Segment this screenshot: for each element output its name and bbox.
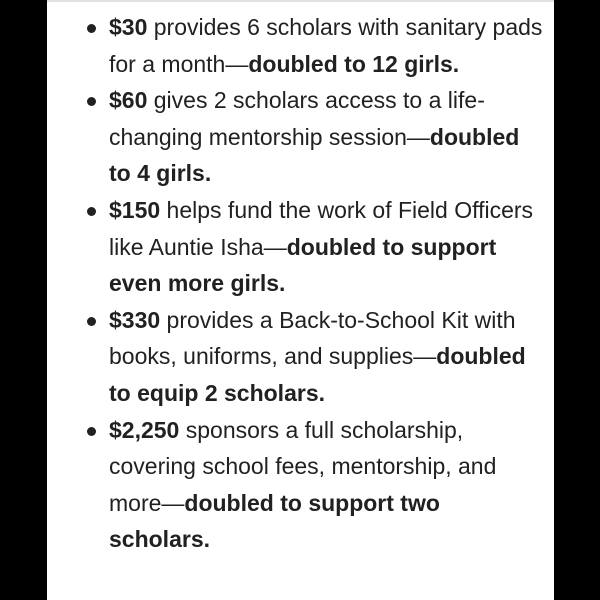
donation-amount: $2,250 — [109, 416, 180, 443]
donation-description: gives 2 scholars access to a life-changing mentorship session— — [109, 87, 485, 150]
donation-amount: $150 — [109, 196, 161, 223]
list-item — [87, 412, 547, 558]
list-item — [87, 82, 547, 192]
list-item — [87, 9, 547, 82]
donation-amount: $330 — [109, 306, 161, 333]
donation-description: sponsors a full scholarship, covering school fees, mentorship, and more— — [109, 416, 497, 516]
donation-description: provides 6 scholars with sanitary pads for a month— — [109, 14, 543, 77]
list-item — [87, 302, 547, 412]
list-item — [87, 192, 547, 302]
donation-description: provides a Back-to-School Kit with books, uniforms, and supplies— — [109, 306, 516, 370]
donation-list — [87, 9, 547, 558]
top-divider — [47, 0, 554, 2]
doubled-impact: doubled to support two scholars. — [109, 489, 440, 553]
donation-amount: $30 — [109, 14, 148, 40]
doubled-impact: doubled to support even more girls. — [109, 233, 497, 297]
doubled-impact: doubled to 4 girls. — [109, 123, 520, 187]
donation-description: helps fund the work of Field Officers like Auntie Isha— — [109, 196, 534, 260]
article-content — [47, 0, 554, 600]
doubled-impact: doubled to 12 girls. — [248, 50, 460, 77]
donation-amount: $60 — [109, 87, 148, 114]
doubled-impact: doubled to equip 2 scholars. — [109, 343, 526, 406]
